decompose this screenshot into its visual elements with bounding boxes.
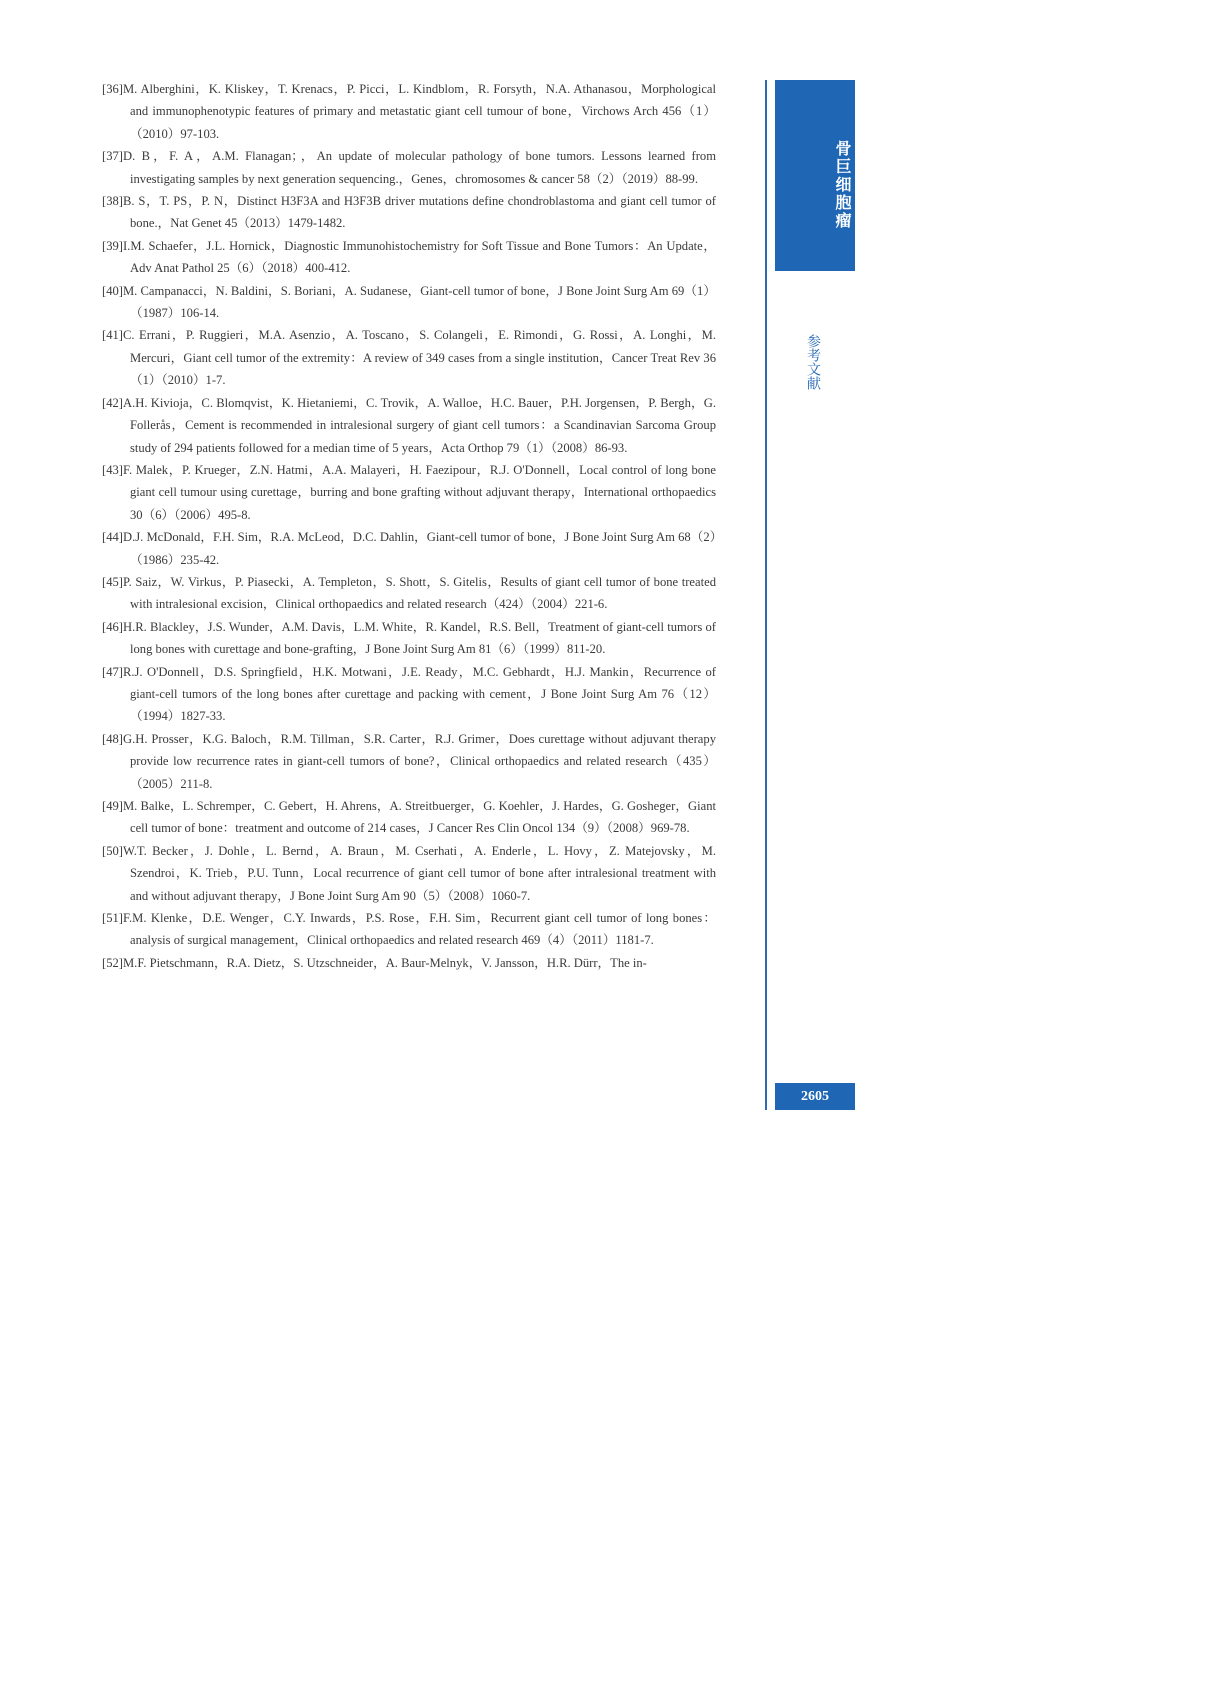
reference-item: [37]D. B，F. A，A.M. Flanagan；，An update of molecular pathology of bone tumors. Lessons learned from investigating samples by next generation sequencing.，Genes，chromosomes & cancer 58（2）（2019）88-99.	[102, 149, 716, 186]
section-label: 参考文献	[805, 334, 821, 390]
reference-item: [43]F. Malek，P. Krueger，Z.N. Hatmi，A.A. Malayeri，H. Faezipour，R.J. O'Donnell，Local control of long bone giant cell tumour using curettage，burring and bone grafting without adjuvant therapy，International orthopaedics 30（6）（2006）495-8.	[102, 462, 716, 522]
reference-item: [40]M. Campanacci，N. Baldini，S. Boriani，A. Sudanese，Giant-cell tumor of bone，J Bone Joint Surg Am 69（1）（1987）106-14.	[102, 283, 716, 321]
reference-item: [48]G.H. Prosser，K.G. Baloch，R.M. Tillman，S.R. Carter，R.J. Grimer，Does curettage without adjuvant therapy provide low recurrence rates in giant-cell tumors of bone?，Clinical orthopaedics and related research（435）（2005）211-8.	[102, 731, 716, 791]
chapter-title: 骨巨细胞瘤	[833, 140, 852, 230]
reference-item: [42]A.H. Kivioja，C. Blomqvist，K. Hietaniemi，C. Trovik，A. Walloe，H.C. Bauer，P.H. Jorgensen，P. Bergh，G. Follerås，Cement is recommended in intralesional surgery of giant cell tumors：a Scandinavian Sarcoma Group study of 294 patients followed for a median time of 5 years，Acta Orthop 79（1）（2008）86-93.	[102, 395, 716, 455]
reference-item: [36]M. Alberghini，K. Kliskey，T. Krenacs，P. Picci，L. Kindblom，R. Forsyth，N.A. Athanasou，Morphological and immunophenotypic features of primary and metastatic giant cell tumour of bone，Virchows Arch 456（1）（2010）97-103.	[102, 82, 716, 141]
reference-item: [38]B. S，T. PS，P. N，Distinct H3F3A and H3F3B driver mutations define chondroblastoma and giant cell tumor of bone.，Nat Genet 45（2013）1479-1482.	[102, 194, 716, 231]
reference-item: [51]F.M. Klenke，D.E. Wenger，C.Y. Inwards，P.S. Rose，F.H. Sim，Recurrent giant cell tumor of long bones：analysis of surgical management，Clinical orthopaedics and related research 469（4）（2011）1181-7.	[102, 911, 716, 948]
reference-item: [49]M. Balke，L. Schremper，C. Gebert，H. Ahrens，A. Streitbuerger，G. Koehler，J. Hardes，G. Gosheger，Giant cell tumor of bone：treatment and outcome of 214 cases，J Cancer Res Clin Oncol 134（9）（2008）969-78.	[102, 799, 716, 836]
reference-item: [52]M.F. Pietschmann，R.A. Dietz，S. Utzschneider，A. Baur-Melnyk，V. Jansson，H.R. Dürr，The in-	[102, 955, 647, 970]
chapter-tab	[775, 80, 855, 271]
page-number: 2605	[775, 1083, 855, 1110]
reference-list	[102, 78, 716, 974]
reference-item: [45]P. Saiz，W. Virkus，P. Piasecki，A. Templeton，S. Shott，S. Gitelis，Results of giant cell tumor of bone treated with intralesional excision，Clinical orthopaedics and related research（424）（2004）221-6.	[102, 574, 716, 612]
reference-item: [47]R.J. O'Donnell，D.S. Springfield，H.K. Motwani，J.E. Ready，M.C. Gebhardt，H.J. Mankin，Recurrence of giant-cell tumors of the long bones after curettage and packing with cement，J Bone Joint Surg Am 76（12）（1994）1827-33.	[102, 664, 716, 724]
reference-item: [46]H.R. Blackley，J.S. Wunder，A.M. Davis，L.M. White，R. Kandel，R.S. Bell，Treatment of giant-cell tumors of long bones with curettage and bone-grafting，J Bone Joint Surg Am 81（6）（1999）811-20.	[102, 619, 716, 657]
sidebar-divider	[765, 80, 767, 1110]
reference-item: [50]W.T. Becker，J. Dohle，L. Bernd，A. Braun，M. Cserhati，A. Enderle，L. Hovy，Z. Matejovsky，M. Szendroi，K. Trieb，P.U. Tunn，Local recurrence of giant cell tumor of bone after intralesional treatment with and without adjuvant therapy，J Bone Joint Surg Am 90（5）（2008）1060-7.	[102, 843, 716, 903]
reference-item: [39]I.M. Schaefer，J.L. Hornick，Diagnostic Immunohistochemistry for Soft Tissue and Bone Tumors：An Update，Adv Anat Pathol 25（6）（2018）400-412.	[102, 238, 716, 276]
reference-item: [41]C. Errani，P. Ruggieri，M.A. Asenzio，A. Toscano，S. Colangeli，E. Rimondi，G. Rossi，A. Longhi，M. Mercuri，Giant cell tumor of the extremity：A review of 349 cases from a single institution，Cancer Treat Rev 36（1）（2010）1-7.	[102, 328, 716, 388]
reference-item: [44]D.J. McDonald，F.H. Sim，R.A. McLeod，D.C. Dahlin，Giant-cell tumor of bone，J Bone Joint Surg Am 68（2）（1986）235-42.	[102, 530, 716, 567]
